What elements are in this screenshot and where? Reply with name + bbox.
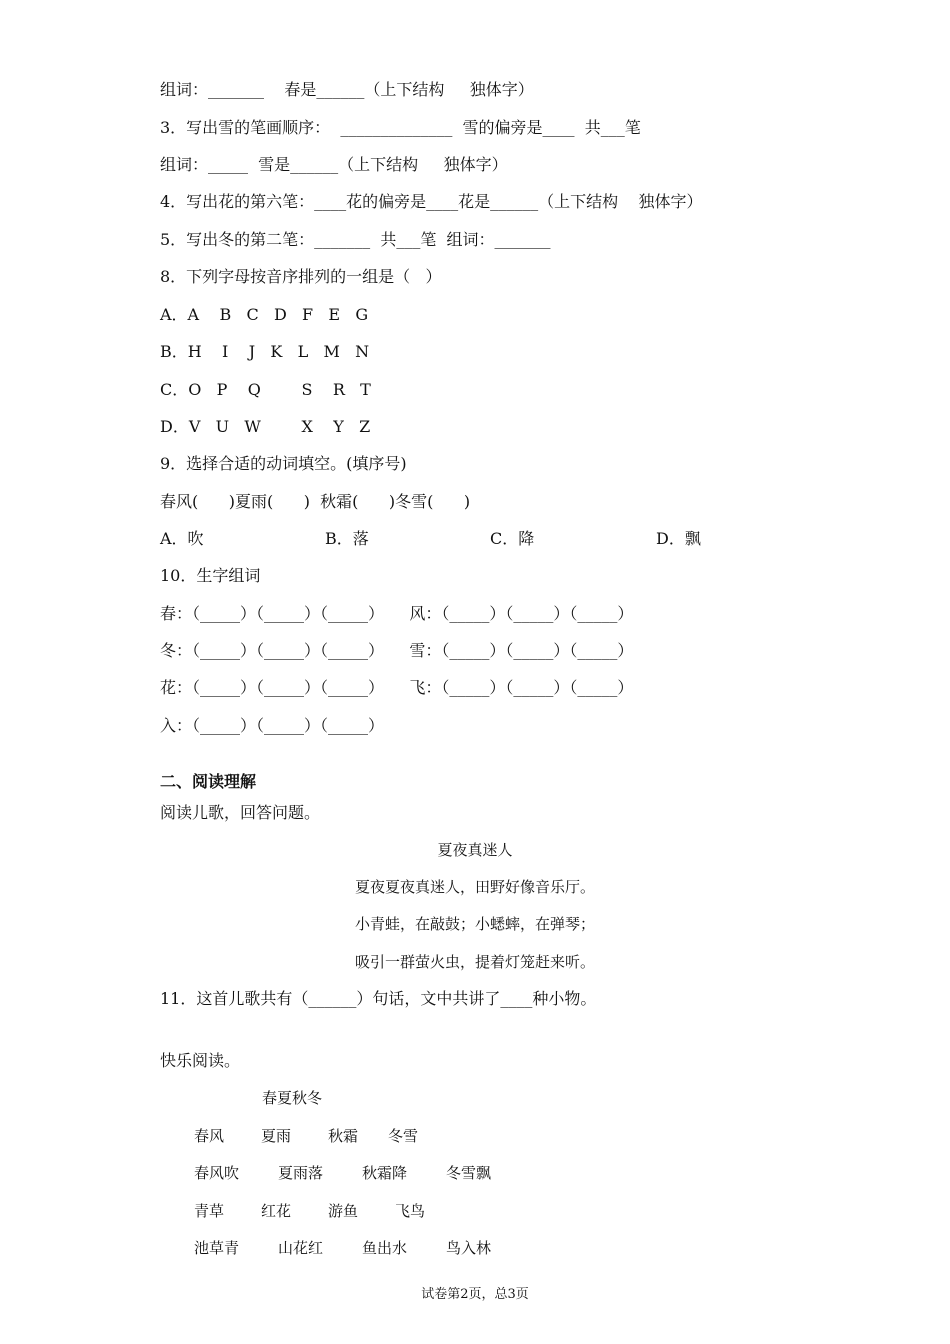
q9-option-c: C．降 <box>490 529 535 548</box>
rhyme-word: 冬雪飘 <box>446 1164 492 1182</box>
rhyme-word: 游鱼 <box>328 1202 359 1220</box>
rhyme-word: 池草青 <box>194 1239 240 1257</box>
question-11: 11．这首儿歌共有（______）句话，文中共讲了____种小物。 <box>160 989 597 1008</box>
q10-row: 冬：（_____）（_____）（_____） 雪：（_____）（_____）（_____） <box>160 641 634 660</box>
section-title: 二、阅读理解 <box>160 772 257 791</box>
question-8: 8．下列字母按音序排列的一组是（ ） <box>160 267 442 286</box>
q9-option-a: A．吹 <box>160 529 204 548</box>
page-footer: 试卷第2页，总3页 <box>421 1287 529 1302</box>
poem-line: 吸引一群萤火虫，提着灯笼赶来听。 <box>354 953 595 971</box>
rhyme-word: 冬雪 <box>388 1127 419 1145</box>
q10-row: 春：（_____）（_____）（_____） 风：（_____）（_____）（_____） <box>160 604 634 623</box>
q9-option-d: D．飘 <box>656 529 701 548</box>
text-line: 组词：_____ 雪是______（上下结构 独体字） <box>160 155 508 174</box>
rhyme-word: 山花红 <box>278 1239 324 1257</box>
question-5: 5．写出冬的第二笔：_______ 共___笔 组词：_______ <box>160 230 551 249</box>
question-3: 3．写出雪的笔画顺序： ______________ 雪的偏旁是____ 共___笔 <box>160 118 641 137</box>
rhyme-word: 青草 <box>194 1202 225 1220</box>
q9-option-b: B．落 <box>325 529 369 548</box>
rhyme-word: 红花 <box>261 1202 292 1220</box>
rhyme-word: 春风 <box>194 1127 225 1145</box>
question-10: 10．生字组词 <box>160 566 261 585</box>
rhyme-word: 鱼出水 <box>362 1239 408 1257</box>
option-c: C．O P Q S R T <box>160 380 371 399</box>
rhyme-word: 夏雨落 <box>278 1164 324 1182</box>
question-9-blanks: 春风( )夏雨( ) 秋霜( )冬雪( ) <box>160 492 471 511</box>
text-line: 组词：_______ 春是______（上下结构 独体字） <box>160 80 534 99</box>
option-d: D．V U W X Y Z <box>160 417 371 436</box>
poem-line: 夏夜夏夜真迷人，田野好像音乐厅。 <box>354 878 595 896</box>
rhyme-word: 鸟入林 <box>446 1239 492 1257</box>
rhyme-title: 春夏秋冬 <box>262 1089 323 1107</box>
rhyme-word: 秋霜 <box>328 1127 359 1145</box>
rhyme-word: 秋霜降 <box>362 1164 408 1182</box>
option-b: B．H I J K L M N <box>160 342 370 361</box>
rhyme-word: 飞鸟 <box>395 1202 426 1220</box>
reading-intro: 阅读儿歌，回答问题。 <box>160 803 321 822</box>
poem-line: 小青蛙，在敲鼓；小蟋蟀，在弹琴； <box>354 915 595 933</box>
question-9: 9．选择合适的动词填空。(填序号) <box>160 454 407 473</box>
q10-row: 花：（_____）（_____）（_____） 飞：（_____）（_____）（_____） <box>160 678 634 697</box>
q10-row: 入：（_____）（_____）（_____） <box>160 716 385 735</box>
rhyme-word: 夏雨 <box>261 1127 292 1145</box>
rhyme-word: 春风吹 <box>194 1164 240 1182</box>
happy-reading: 快乐阅读。 <box>160 1051 241 1070</box>
question-4: 4．写出花的第六笔：____花的偏旁是____花是______（上下结构 独体字） <box>160 192 703 211</box>
poem-title: 夏夜真迷人 <box>437 841 513 859</box>
option-a: A．A B C D F E G <box>160 305 369 324</box>
